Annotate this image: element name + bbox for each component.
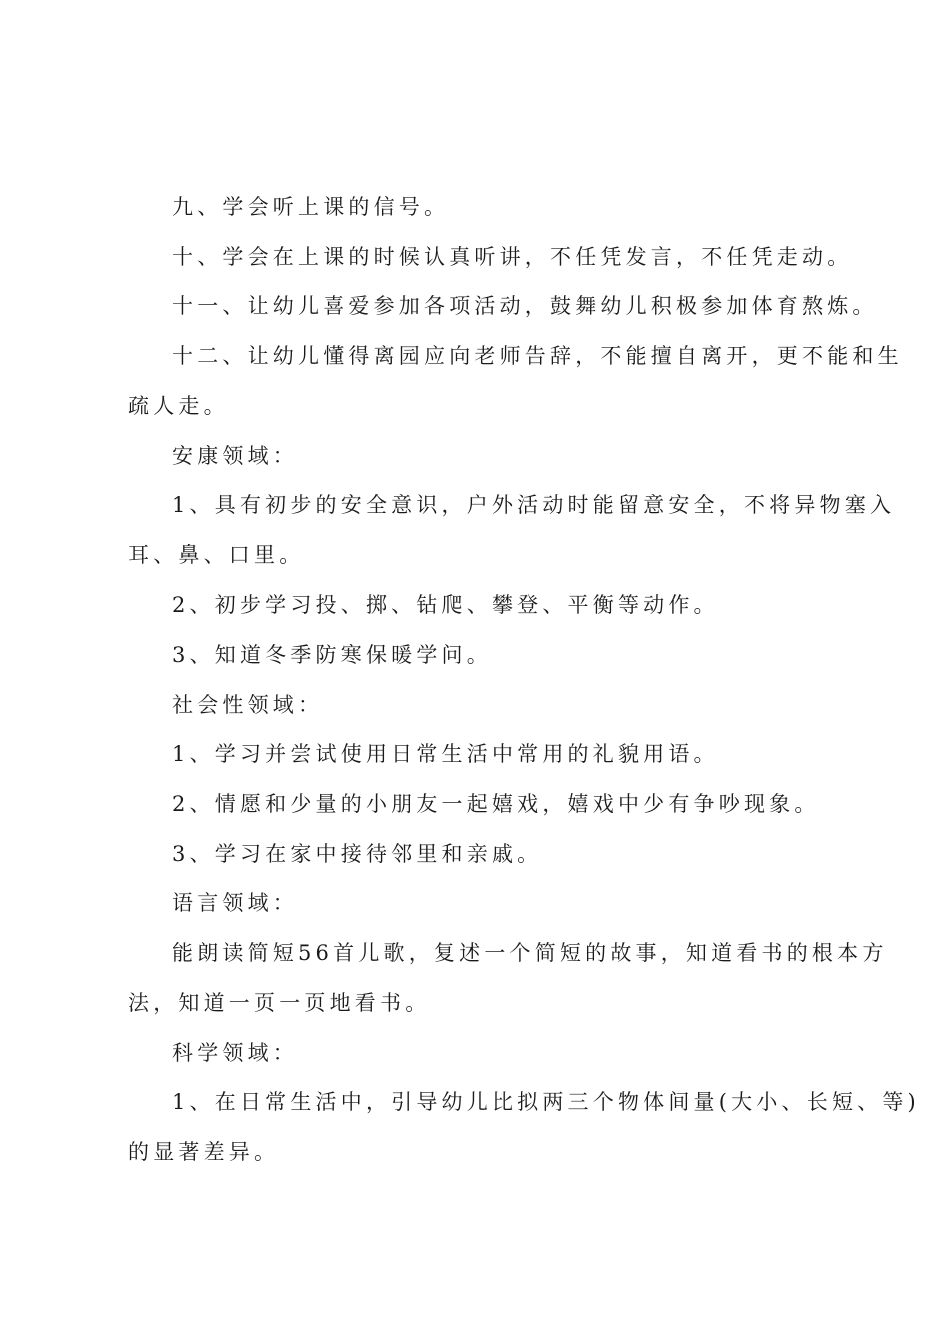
text-line-2: 十、学会在上课的时候认真听讲，不任凭发言，不任凭走动。 xyxy=(172,245,853,269)
text-line-19: 1、在日常生活中，引导幼儿比拟两三个物体间量(大小、长短、等) xyxy=(172,1090,920,1114)
text-line-1: 九、学会听上课的信号。 xyxy=(172,195,450,219)
section-heading-language: 语言领域： xyxy=(172,891,298,915)
text-line-16: 能朗读简短56首儿歌，复述一个简短的故事，知道看书的根本方 xyxy=(172,941,888,965)
section-heading-health: 安康领域： xyxy=(172,444,298,468)
text-line-12: 1、学习并尝试使用日常生活中常用的礼貌用语。 xyxy=(172,742,719,766)
text-line-9: 2、初步学习投、掷、钻爬、攀登、平衡等动作。 xyxy=(172,593,719,617)
text-line-14: 3、学习在家中接待邻里和亲戚。 xyxy=(172,842,543,866)
text-line-8: 耳、鼻、口里。 xyxy=(128,543,305,567)
text-line-20: 的显著差异。 xyxy=(128,1140,280,1164)
text-line-3: 十一、让幼儿喜爱参加各项活动，鼓舞幼儿积极参加体育熬炼。 xyxy=(172,294,878,318)
section-heading-science: 科学领域： xyxy=(172,1041,298,1065)
text-line-7: 1、具有初步的安全意识，户外活动时能留意安全，不将异物塞入 xyxy=(172,493,896,517)
section-heading-social: 社会性领域： xyxy=(172,693,324,717)
text-line-13: 2、情愿和少量的小朋友一起嬉戏，嬉戏中少有争吵现象。 xyxy=(172,792,820,816)
text-line-5: 疏人走。 xyxy=(128,394,229,418)
text-line-4: 十二、让幼儿懂得离园应向老师告辞，不能擅自离开，更不能和生 xyxy=(172,344,903,368)
text-line-10: 3、知道冬季防寒保暖学问。 xyxy=(172,643,492,667)
text-line-17: 法，知道一页一页地看书。 xyxy=(128,991,431,1015)
